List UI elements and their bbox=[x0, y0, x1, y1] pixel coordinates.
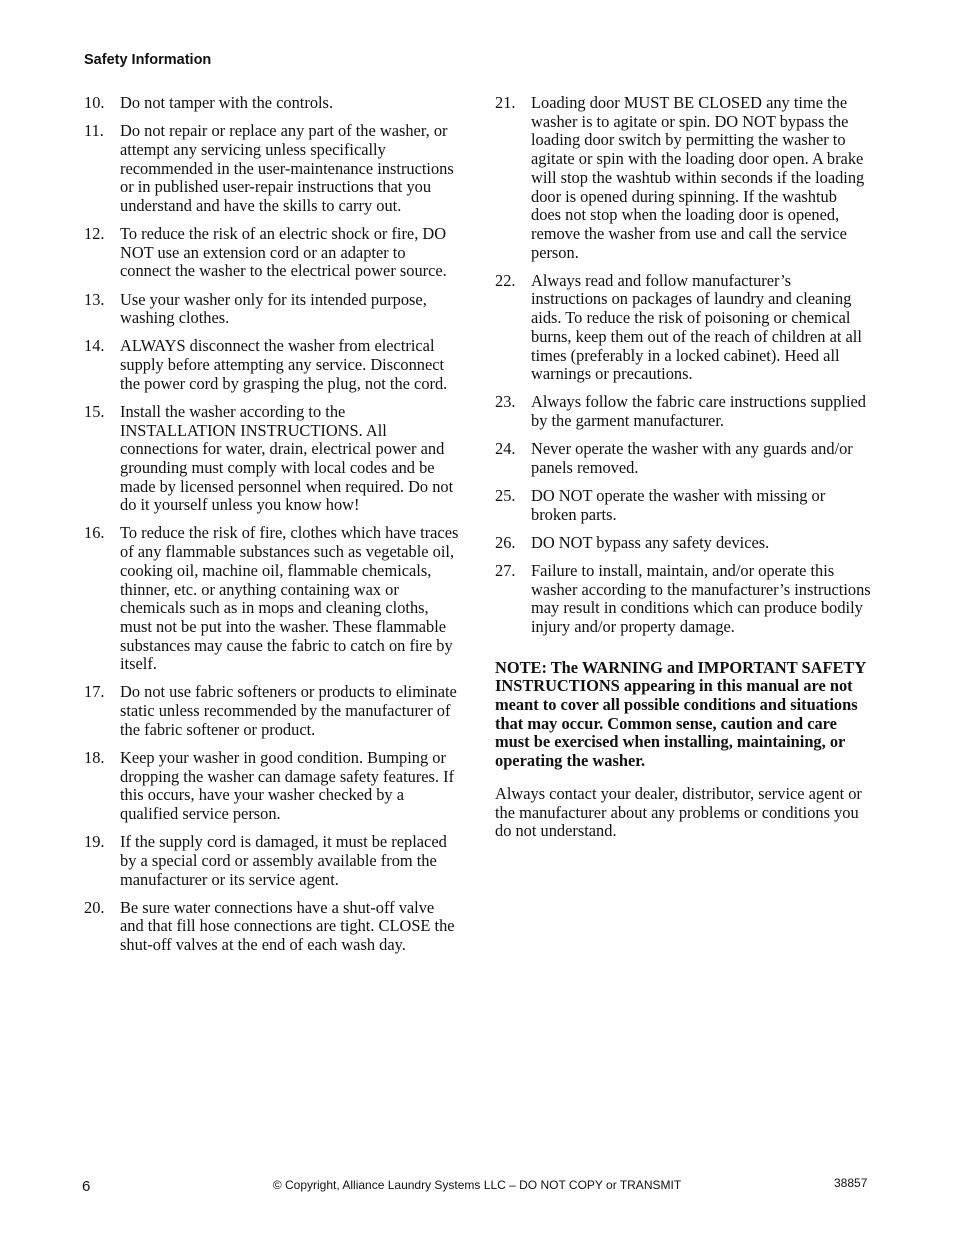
list-item bbox=[84, 291, 460, 328]
item-text: Do not use fabric softeners or products to eliminate static unless recommended by the manufacturer of the fabric softener or product. bbox=[120, 682, 457, 739]
safety-list-left bbox=[84, 94, 460, 955]
item-number: 13. bbox=[84, 289, 105, 309]
item-text: Install the washer according to the INSTALLATION INSTRUCTIONS. All connections for water, drain, electrical power and grounding must comply with local codes and be made by licensed personnel when required. Do not do it yourself unless you know how! bbox=[120, 401, 454, 515]
item-text: Use your washer only for its intended purpose, washing clothes. bbox=[120, 289, 427, 328]
item-number: 14. bbox=[84, 336, 105, 356]
right-column bbox=[495, 94, 871, 841]
list-item bbox=[84, 122, 460, 216]
list-item bbox=[84, 94, 460, 113]
section-title: Safety Information bbox=[84, 52, 212, 68]
item-text: Do not repair or replace any part of the washer, or attempt any servicing unless specifically recommended in the user-maintenance instructions or in published user-repair instructions that you understand and have the skills to carry out. bbox=[120, 121, 454, 215]
item-number: 26. bbox=[495, 532, 516, 552]
item-number: 18. bbox=[84, 747, 105, 767]
document-number: 38857 bbox=[834, 1176, 868, 1190]
item-number: 10. bbox=[84, 93, 105, 112]
item-number: 19. bbox=[84, 832, 105, 852]
item-number: 24. bbox=[495, 439, 516, 459]
list-item bbox=[84, 225, 460, 281]
list-item bbox=[84, 403, 460, 515]
list-item bbox=[84, 833, 460, 889]
item-number: 25. bbox=[495, 485, 516, 505]
list-item bbox=[495, 94, 871, 262]
left-column bbox=[84, 94, 460, 964]
item-number: 12. bbox=[84, 224, 105, 243]
page-number: 6 bbox=[82, 1178, 91, 1195]
item-text: To reduce the risk of fire, clothes which have traces of any flammable substances such as vegetable oil, cooking oil, machine oil, flammable chemicals, thinner, etc. or anything containing wax or chemicals such as in mops and cleaning cloths, must not be put into the washer. These flammable substances may cause the fabric to catch on fire by itself. bbox=[120, 523, 459, 674]
list-item bbox=[84, 899, 460, 955]
item-number: 16. bbox=[84, 523, 105, 543]
item-text: Be sure water connections have a shut-off valve and that fill hose connections are tight. CLOSE the shut-off valves at the end of each wash day. bbox=[120, 897, 455, 955]
list-item bbox=[495, 440, 871, 477]
item-text: Loading door MUST BE CLOSED any time the washer is to agitate or spin. DO NOT bypass the loading door switch by permitting the washer to agitate or spin with the loading door open. A brake will stop the washtub within seconds if the loading door is opened during spinning. If the washtub does not stop when the loading door is opened, remove the washer from use and call the service person. bbox=[531, 93, 865, 262]
copyright-notice: © Copyright, Alliance Laundry Systems LLC – DO NOT COPY or TRANSMIT bbox=[272, 1178, 682, 1192]
contact-paragraph: Always contact your dealer, distributor, service agent or the manufacturer about any problems or conditions you do not understand. bbox=[495, 783, 862, 841]
item-text: Never operate the washer with any guards and/or panels removed. bbox=[531, 439, 853, 477]
item-text: Always read and follow manufacturer’s instructions on packages of laundry and cleaning aids. To reduce the risk of poisoning or chemical burns, keep them out of the reach of children at all times (preferably in a locked cabinet). Heed all warnings or precautions. bbox=[531, 270, 862, 384]
item-number: 20. bbox=[84, 897, 105, 917]
item-text: ALWAYS disconnect the washer from electrical supply before attempting any service. Disconnect the power cord by grasping the plug, not the cord. bbox=[120, 336, 448, 393]
safety-list-right bbox=[495, 94, 871, 637]
item-text: To reduce the risk of an electric shock or fire, DO NOT use an extension cord or an adapter to connect the washer to the electrical power source. bbox=[120, 224, 447, 281]
list-item bbox=[84, 337, 460, 393]
item-number: 23. bbox=[495, 392, 516, 412]
item-text: DO NOT bypass any safety devices. bbox=[531, 532, 770, 552]
list-item bbox=[84, 683, 460, 739]
item-number: 15. bbox=[84, 401, 105, 421]
item-number: 21. bbox=[495, 93, 516, 112]
item-text: If the supply cord is damaged, it must be replaced by a special cord or assembly available from the manufacturer or its service agent. bbox=[120, 832, 447, 889]
item-number: 11. bbox=[84, 121, 104, 141]
list-item bbox=[84, 749, 460, 824]
list-item bbox=[495, 562, 871, 637]
item-text: Always follow the fabric care instructions supplied by the garment manufacturer. bbox=[531, 392, 867, 431]
item-text: Failure to install, maintain, and/or operate this washer according to the manufacturer’s instructions may result in conditions which can produce bodily injury and/or property damage. bbox=[531, 560, 871, 636]
item-number: 17. bbox=[84, 682, 105, 702]
item-text: Do not tamper with the controls. bbox=[120, 93, 334, 112]
list-item bbox=[495, 534, 871, 553]
item-text: DO NOT operate the washer with missing or broken parts. bbox=[531, 485, 826, 524]
list-item bbox=[495, 487, 871, 524]
list-item bbox=[495, 272, 871, 384]
safety-note: NOTE: The WARNING and IMPORTANT SAFETY INSTRUCTIONS appearing in this manual are not meant to cover all possible conditions and situations that may occur. Common sense, caution and care must be exercised when installing, maintaining, or operating the washer. bbox=[495, 657, 866, 771]
list-item bbox=[495, 393, 871, 430]
item-number: 22. bbox=[495, 270, 516, 290]
list-item bbox=[84, 524, 460, 674]
item-number: 27. bbox=[495, 560, 516, 580]
item-text: Keep your washer in good condition. Bumping or dropping the washer can damage safety features. If this occurs, have your washer checked by a qualified service person. bbox=[120, 747, 455, 824]
